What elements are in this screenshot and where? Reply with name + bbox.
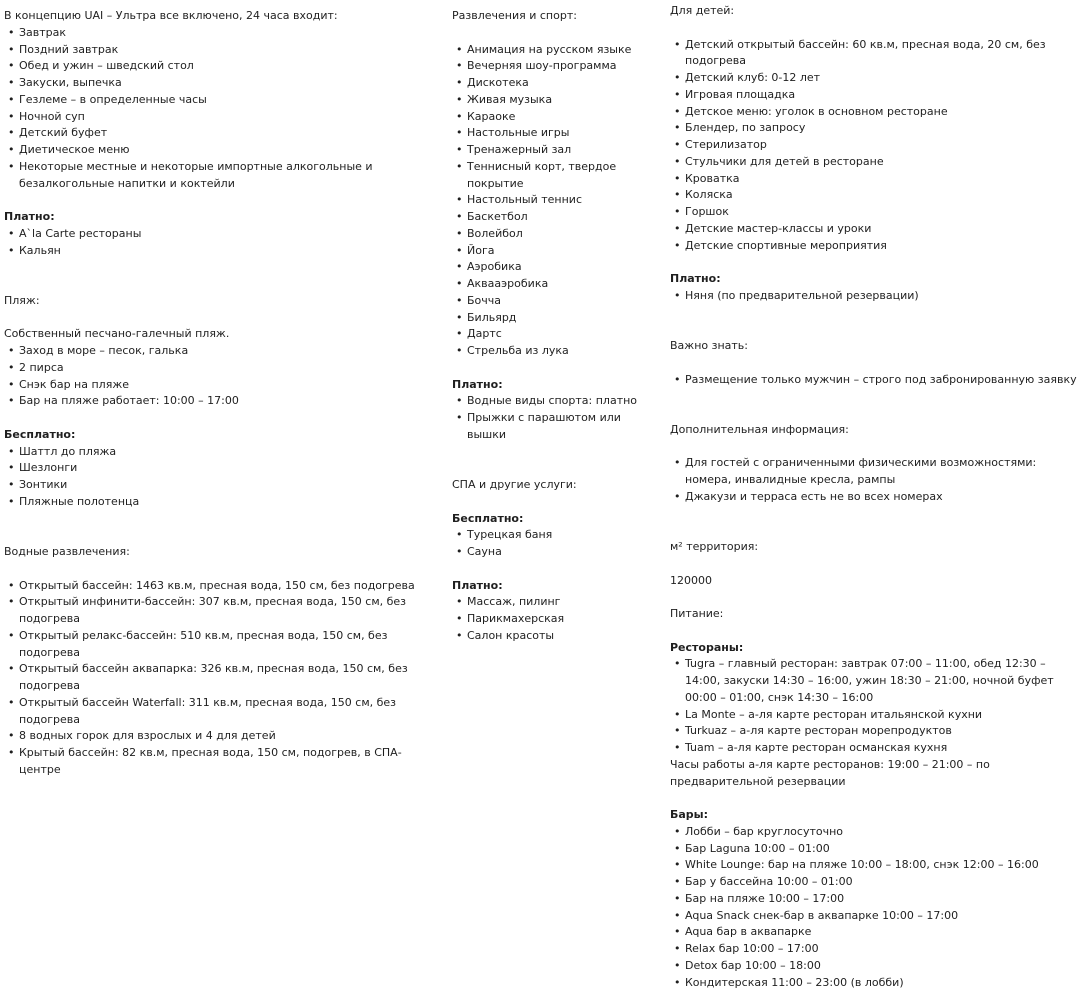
list-item: • Детские мастер-классы и уроки [670,221,1082,238]
list-item: • Водные виды спорта: платно [452,393,656,410]
list-item: • 2 пирса [4,360,436,377]
list-item: • Турецкая баня [452,527,656,544]
extra-info-list [670,455,1082,505]
included-list [4,25,436,193]
list-item: • Бар на пляже работает: 10:00 – 17:00 [4,393,436,410]
paid-title: Платно: [4,209,436,226]
concept-intro: В концепцию UAI – Ультра все включено, 24 часа входит: [4,8,436,25]
list-item: • Вечерняя шоу-программа [452,58,656,75]
list-item: • Караоке [452,109,656,126]
kids-paid-list [670,288,1082,305]
list-item: • Tugra – главный ресторан: завтрак 07:00 – 11:00, обед 12:30 – 14:00, закуски 14:30 – 16:00, ужин 18:30 – 21:00, ночной буфет 00:00 – 01:00, снэк 14:30 – 16:00 [670,656,1082,706]
column-kids-info [670,3,1082,991]
spa-free-title: Бесплатно: [452,511,656,528]
list-item: • Detox бар 10:00 – 18:00 [670,958,1082,975]
food-title: Питание: [670,606,1082,623]
list-item: • Аквааэробика [452,276,656,293]
list-item: • Завтрак [4,25,436,42]
list-item: • Открытый инфинити-бассейн: 307 кв.м, пресная вода, 150 см, без подогрева [4,594,436,628]
list-item: • Крытый бассейн: 82 кв.м, пресная вода, 150 см, подогрев, в СПА-центре [4,745,436,779]
list-item: • Гезлеме – в определенные часы [4,92,436,109]
list-item: • La Monte – а-ля карте ресторан итальянской кухни [670,707,1082,724]
column-concept [4,8,436,779]
beach-title: Пляж: [4,293,436,310]
list-item: • Настольный теннис [452,192,656,209]
list-item: • Tuam – а-ля карте ресторан османская кухня [670,740,1082,757]
list-item: • 8 водных горок для взрослых и 4 для детей [4,728,436,745]
spa-title: СПА и другие услуги: [452,477,656,494]
list-item: • Relax бар 10:00 – 17:00 [670,941,1082,958]
entertainment-list [452,42,656,360]
list-item: • Горшок [670,204,1082,221]
list-item: • Ночной суп [4,109,436,126]
list-item: • Обед и ужин – шведский стол [4,58,436,75]
restaurants-hours: Часы работы а-ля карте ресторанов: 19:00 – 21:00 – по предварительной резервации [670,757,1082,791]
list-item: • Детское меню: уголок в основном ресторане [670,104,1082,121]
list-item: • Дискотека [452,75,656,92]
list-item: • Массаж, пилинг [452,594,656,611]
list-item: • Закуски, выпечка [4,75,436,92]
important-list [670,372,1082,389]
list-item: • Детские спортивные мероприятия [670,238,1082,255]
list-item: • Шаттл до пляжа [4,444,436,461]
list-item: • Анимация на русском языке [452,42,656,59]
extra-info-title: Дополнительная информация: [670,422,1082,439]
list-item: • A`la Carte рестораны [4,226,436,243]
bars-list [670,824,1082,991]
list-item: • Aqua бар в аквапарке [670,924,1082,941]
list-item: • Бар у бассейна 10:00 – 01:00 [670,874,1082,891]
list-item: • Для гостей с ограниченными физическими возможностями: номера, инвалидные кресла, рампы [670,455,1082,489]
list-item: • Игровая площадка [670,87,1082,104]
list-item: • Бар на пляже 10:00 – 17:00 [670,891,1082,908]
spa-paid-list [452,594,656,644]
list-item: • Пляжные полотенца [4,494,436,511]
list-item: • Шезлонги [4,460,436,477]
spa-paid-title: Платно: [452,578,656,595]
restaurants-title: Рестораны: [670,640,1082,657]
list-item: • Turkuaz – а-ля карте ресторан морепродуктов [670,723,1082,740]
list-item: • Бильярд [452,310,656,327]
list-item: • Aqua Snack снек-бар в аквапарке 10:00 – 17:00 [670,908,1082,925]
sport-paid-list [452,393,656,443]
list-item: • Тренажерный зал [452,142,656,159]
list-item: • Няня (по предварительной резервации) [670,288,1082,305]
water-title: Водные развлечения: [4,544,436,561]
list-item: • Аэробика [452,259,656,276]
list-item: • Зонтики [4,477,436,494]
list-item: • Открытый бассейн Waterfall: 311 кв.м, пресная вода, 150 см, без подогрева [4,695,436,729]
list-item: • Стрельба из лука [452,343,656,360]
list-item: • Детский открытый бассейн: 60 кв.м, пресная вода, 20 см, без подогрева [670,37,1082,71]
list-item: • Диетическое меню [4,142,436,159]
list-item: • Волейбол [452,226,656,243]
list-item: • Парикмахерская [452,611,656,628]
list-item: • Стерилизатор [670,137,1082,154]
beach-description: Собственный песчано-галечный пляж. [4,326,436,343]
list-item: • Дартс [452,326,656,343]
water-list [4,578,436,779]
list-item: • Настольные игры [452,125,656,142]
kids-list [670,37,1082,255]
list-item: • Размещение только мужчин – строго под забронированную заявку [670,372,1082,389]
list-item: • Поздний завтрак [4,42,436,59]
list-item: • Кальян [4,243,436,260]
kids-paid-title: Платно: [670,271,1082,288]
entertainment-title: Развлечения и спорт: [452,8,656,25]
list-item: • Снэк бар на пляже [4,377,436,394]
list-item: • Баскетбол [452,209,656,226]
list-item: • Бар Laguna 10:00 – 01:00 [670,841,1082,858]
list-item: • Сауна [452,544,656,561]
list-item: • Йога [452,243,656,260]
list-item: • Живая музыка [452,92,656,109]
column-entertainment [452,8,656,645]
list-item: • Коляска [670,187,1082,204]
free-title: Бесплатно: [4,427,436,444]
paid-list [4,226,436,260]
list-item: • Открытый бассейн аквапарка: 326 кв.м, пресная вода, 150 см, без подогрева [4,661,436,695]
list-item: • Кондитерская 11:00 – 23:00 (в лобби) [670,975,1082,991]
list-item: • Джакузи и терраса есть не во всех номерах [670,489,1082,506]
list-item: • Теннисный корт, твердое покрытие [452,159,656,193]
list-item: • Открытый релакс-бассейн: 510 кв.м, пресная вода, 150 см, без подогрева [4,628,436,662]
list-item: • White Lounge: бар на пляже 10:00 – 18:00, снэк 12:00 – 16:00 [670,857,1082,874]
beach-list [4,343,436,410]
list-item: • Открытый бассейн: 1463 кв.м, пресная вода, 150 см, без подогрева [4,578,436,595]
list-item: • Заход в море – песок, галька [4,343,436,360]
list-item: • Лобби – бар круглосуточно [670,824,1082,841]
kids-title: Для детей: [670,3,1082,20]
list-item: • Детский клуб: 0-12 лет [670,70,1082,87]
list-item: • Некоторые местные и некоторые импортные алкогольные и безалкогольные напитки и коктейли [4,159,436,193]
list-item: • Детский буфет [4,125,436,142]
important-title: Важно знать: [670,338,1082,355]
area-title: м² территория: [670,539,1082,556]
bars-title: Бары: [670,807,1082,824]
list-item: • Бочча [452,293,656,310]
free-list [4,444,436,511]
list-item: • Салон красоты [452,628,656,645]
restaurants-list [670,656,1082,757]
spa-free-list [452,527,656,561]
list-item: • Блендер, по запросу [670,120,1082,137]
list-item: • Кроватка [670,171,1082,188]
list-item: • Стульчики для детей в ресторане [670,154,1082,171]
area-value: 120000 [670,573,1082,590]
list-item: • Прыжки с парашютом или вышки [452,410,656,444]
sport-paid-title: Платно: [452,377,656,394]
